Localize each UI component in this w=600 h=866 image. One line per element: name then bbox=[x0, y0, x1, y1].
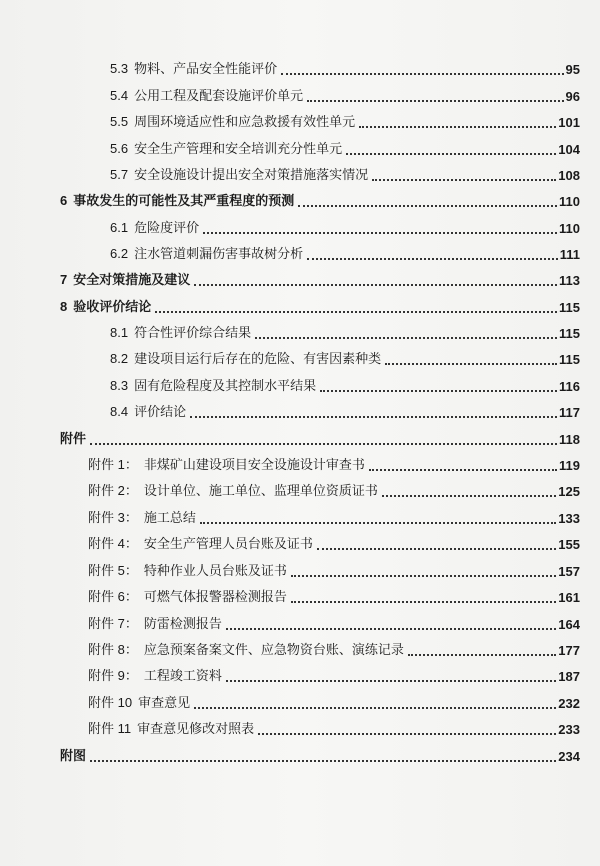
toc-leader-dots bbox=[291, 585, 556, 603]
toc-entry-text: 审查意见修改对照表 bbox=[137, 722, 255, 737]
toc-entry-text: 注水管道刺漏伤害事故树分析 bbox=[134, 247, 304, 262]
toc-entry[interactable] bbox=[60, 637, 580, 659]
toc-entry-text: 公用工程及配套设施评价单元 bbox=[134, 89, 304, 104]
toc-entry-number: 附件 11 bbox=[88, 721, 132, 736]
toc-entry-number: 附件 5： bbox=[88, 563, 138, 578]
toc-page-number: 161 bbox=[558, 590, 580, 605]
toc-entry-number: 附件 8： bbox=[88, 642, 138, 657]
toc-page-number: 133 bbox=[558, 511, 580, 526]
toc-leader-dots bbox=[307, 242, 558, 260]
toc-leader-dots bbox=[320, 374, 557, 392]
toc-page-number: 164 bbox=[558, 617, 580, 632]
toc-entry-title bbox=[60, 483, 380, 500]
toc-entry-text: 固有危险程度及其控制水平结果 bbox=[134, 379, 317, 394]
toc-entry[interactable] bbox=[60, 611, 580, 633]
toc-entry-text: 危险度评价 bbox=[134, 221, 200, 236]
toc-entry[interactable] bbox=[88, 162, 580, 184]
toc-entry-title bbox=[88, 325, 253, 342]
toc-entry[interactable] bbox=[60, 478, 580, 500]
toc-entry-title bbox=[88, 351, 383, 368]
toc-page-number: 101 bbox=[558, 115, 580, 130]
toc-entry[interactable] bbox=[60, 716, 580, 738]
toc-page-number: 108 bbox=[558, 168, 580, 183]
toc-entry-number: 附件 3： bbox=[88, 510, 138, 525]
toc-leader-dots bbox=[281, 57, 563, 75]
toc-entry[interactable] bbox=[88, 399, 580, 421]
toc-entry[interactable] bbox=[88, 346, 580, 368]
toc-entry-number: 附件 6： bbox=[88, 589, 138, 604]
toc-page-number: 96 bbox=[565, 89, 580, 104]
toc-entry[interactable] bbox=[88, 56, 580, 78]
toc-entry[interactable] bbox=[60, 426, 580, 448]
toc-leader-dots bbox=[90, 427, 557, 445]
toc-entry-text: 事故发生的可能性及其严重程度的预测 bbox=[73, 194, 295, 209]
toc-page-number: 110 bbox=[559, 221, 580, 236]
toc-page-number: 113 bbox=[559, 273, 580, 288]
toc-leader-dots bbox=[359, 110, 556, 128]
toc-page-number: 234 bbox=[558, 749, 580, 764]
toc-leader-dots bbox=[382, 479, 556, 497]
toc-entry[interactable] bbox=[60, 294, 580, 316]
toc-entry-title bbox=[88, 220, 201, 237]
toc-entry-text: 非煤矿山建设项目安全设施设计审查书 bbox=[143, 458, 365, 473]
toc-page-number: 118 bbox=[559, 432, 580, 447]
toc-leader-dots bbox=[90, 744, 556, 762]
toc-entry-number: 6 bbox=[60, 193, 68, 208]
toc-entry-number: 附件 7： bbox=[88, 616, 138, 631]
toc-entry-number: 5.3 bbox=[110, 61, 129, 76]
toc-entry-number: 附件 1： bbox=[88, 457, 138, 472]
toc-entry-number: 8.2 bbox=[110, 351, 129, 366]
toc-entry[interactable] bbox=[60, 452, 580, 474]
toc-entry-number: 6.2 bbox=[110, 246, 129, 261]
toc-entry-title bbox=[60, 589, 289, 606]
toc-page-number: 232 bbox=[558, 696, 580, 711]
toc-entry-text: 验收评价结论 bbox=[73, 300, 152, 315]
toc-leader-dots bbox=[298, 189, 557, 207]
toc-page-number: 125 bbox=[558, 484, 580, 499]
toc-leader-dots bbox=[385, 347, 557, 365]
toc-entry[interactable] bbox=[88, 373, 580, 395]
toc-entry-title bbox=[60, 563, 289, 580]
toc-entry-number: 5.6 bbox=[110, 141, 129, 156]
toc-entry[interactable] bbox=[60, 663, 580, 685]
toc-entry-title bbox=[88, 114, 357, 131]
toc-leader-dots bbox=[369, 453, 557, 471]
toc-page-number: 110 bbox=[559, 194, 580, 209]
toc-entry-text: 工程竣工资料 bbox=[143, 669, 222, 684]
toc-leader-dots bbox=[307, 84, 563, 102]
toc-entry-text: 安全生产管理人员台账及证书 bbox=[143, 537, 313, 552]
toc-leader-dots bbox=[155, 295, 557, 313]
toc-leader-dots bbox=[258, 717, 556, 735]
toc-entry-text: 建设项目运行后存在的危险、有害因素种类 bbox=[134, 352, 382, 367]
toc-entry-text: 符合性评价综合结果 bbox=[134, 326, 252, 341]
toc-entry-text: 安全生产管理和安全培训充分性单元 bbox=[134, 142, 343, 157]
toc-entry[interactable] bbox=[60, 505, 580, 527]
toc-entry-title bbox=[60, 616, 224, 633]
toc-leader-dots bbox=[408, 638, 556, 656]
toc-entry-text: 周围环境适应性和应急救援有效性单元 bbox=[134, 115, 356, 130]
toc-entry-title bbox=[60, 432, 88, 448]
toc-page-number: 115 bbox=[559, 326, 580, 341]
toc-leader-dots bbox=[317, 532, 556, 550]
toc-entry-text: 防雷检测报告 bbox=[143, 617, 222, 632]
toc-leader-dots bbox=[203, 216, 557, 234]
toc-entry-number: 5.7 bbox=[110, 167, 129, 182]
toc-entry-text: 评价结论 bbox=[134, 405, 187, 420]
toc-entry-number: 8.3 bbox=[110, 378, 129, 393]
toc-entry[interactable] bbox=[60, 558, 580, 580]
toc-entry-number: 附件 10 bbox=[88, 695, 133, 710]
toc-entry[interactable] bbox=[60, 584, 580, 606]
toc-entry-number: 8.1 bbox=[110, 325, 129, 340]
toc-entry-number: 5.5 bbox=[110, 114, 129, 129]
toc-page-number: 95 bbox=[565, 62, 580, 77]
toc-entry-title bbox=[88, 404, 188, 421]
toc-entry[interactable] bbox=[88, 83, 580, 105]
toc-page-number: 116 bbox=[559, 379, 580, 394]
toc-entry-number: 附件 4： bbox=[88, 536, 138, 551]
toc-page-number: 177 bbox=[558, 643, 580, 658]
toc-entry-text: 安全设施设计提出安全对策措施落实情况 bbox=[134, 168, 369, 183]
toc-entry-title bbox=[60, 299, 153, 316]
toc-entry-title bbox=[88, 88, 305, 105]
toc-leader-dots bbox=[346, 137, 556, 155]
toc-entry-number: 6.1 bbox=[110, 220, 129, 235]
toc-entry[interactable] bbox=[60, 531, 580, 553]
toc-entry[interactable] bbox=[88, 136, 580, 158]
toc-leader-dots bbox=[255, 321, 557, 339]
toc-entry[interactable] bbox=[88, 241, 580, 263]
toc-entry-number: 附件 2： bbox=[88, 483, 138, 498]
toc-entry-title bbox=[88, 246, 305, 263]
toc-entry-title bbox=[60, 272, 192, 289]
toc-entry-text: 附图 bbox=[60, 749, 87, 764]
toc-entry[interactable] bbox=[88, 109, 580, 131]
toc-page-number: 111 bbox=[559, 247, 580, 262]
toc-page-number: 115 bbox=[559, 300, 580, 315]
toc-entry-text: 应急预案备案文件、应急物资台账、演练记录 bbox=[143, 643, 404, 658]
toc-page-number: 155 bbox=[558, 537, 580, 552]
toc-entry-text: 审查意见 bbox=[138, 696, 191, 711]
toc-entry-title bbox=[60, 642, 406, 659]
toc-leader-dots bbox=[190, 400, 557, 418]
toc-page-number: 119 bbox=[559, 458, 580, 473]
toc-entry-title bbox=[88, 61, 279, 78]
toc-leader-dots bbox=[372, 163, 556, 181]
toc-entry-title bbox=[88, 378, 318, 395]
toc-entry-title bbox=[60, 193, 296, 210]
toc-entry-title bbox=[60, 668, 224, 685]
toc-entry-title bbox=[88, 167, 370, 184]
toc-entry[interactable] bbox=[60, 690, 580, 712]
toc-entry[interactable] bbox=[88, 215, 580, 237]
toc-entry-title bbox=[88, 141, 344, 158]
toc-entry-text: 特种作业人员台账及证书 bbox=[143, 564, 287, 579]
toc-entry-number: 7 bbox=[60, 272, 68, 287]
toc-entry-title bbox=[60, 749, 88, 765]
toc-page-number: 157 bbox=[558, 564, 580, 579]
toc-leader-dots bbox=[226, 664, 556, 682]
toc-entry-text: 施工总结 bbox=[143, 511, 196, 526]
toc-entry-title bbox=[60, 510, 198, 527]
toc-entry-text: 附件 bbox=[60, 432, 87, 447]
toc-entry-number: 5.4 bbox=[110, 88, 129, 103]
toc-leader-dots bbox=[194, 268, 557, 286]
toc-page-number: 115 bbox=[559, 352, 580, 367]
toc-leader-dots bbox=[226, 612, 556, 630]
toc-entry-title bbox=[60, 457, 367, 474]
toc-entry[interactable] bbox=[88, 320, 580, 342]
toc-page-number: 104 bbox=[558, 142, 580, 157]
toc-leader-dots bbox=[194, 691, 556, 709]
toc-entry-text: 安全对策措施及建议 bbox=[73, 273, 191, 288]
toc-entry-number: 附件 9： bbox=[88, 668, 138, 683]
toc-page-number: 233 bbox=[558, 722, 580, 737]
toc-entry-title bbox=[60, 536, 315, 553]
toc-entry-text: 设计单位、施工单位、监理单位资质证书 bbox=[143, 484, 378, 499]
toc-entry-title bbox=[60, 695, 192, 712]
toc-entry[interactable] bbox=[60, 267, 580, 289]
toc-leader-dots bbox=[200, 506, 556, 524]
toc-entry-number: 8.4 bbox=[110, 404, 129, 419]
toc-entry-text: 可燃气体报警器检测报告 bbox=[143, 590, 287, 605]
toc-entry-number: 8 bbox=[60, 299, 68, 314]
toc-entry[interactable] bbox=[60, 743, 580, 765]
toc-entry-title bbox=[60, 721, 256, 738]
toc-entry[interactable] bbox=[60, 188, 580, 210]
toc-leader-dots bbox=[291, 559, 556, 577]
toc-entry-text: 物料、产品安全性能评价 bbox=[134, 62, 278, 77]
toc-page-number: 187 bbox=[558, 669, 580, 684]
toc-page-number: 117 bbox=[559, 405, 580, 420]
